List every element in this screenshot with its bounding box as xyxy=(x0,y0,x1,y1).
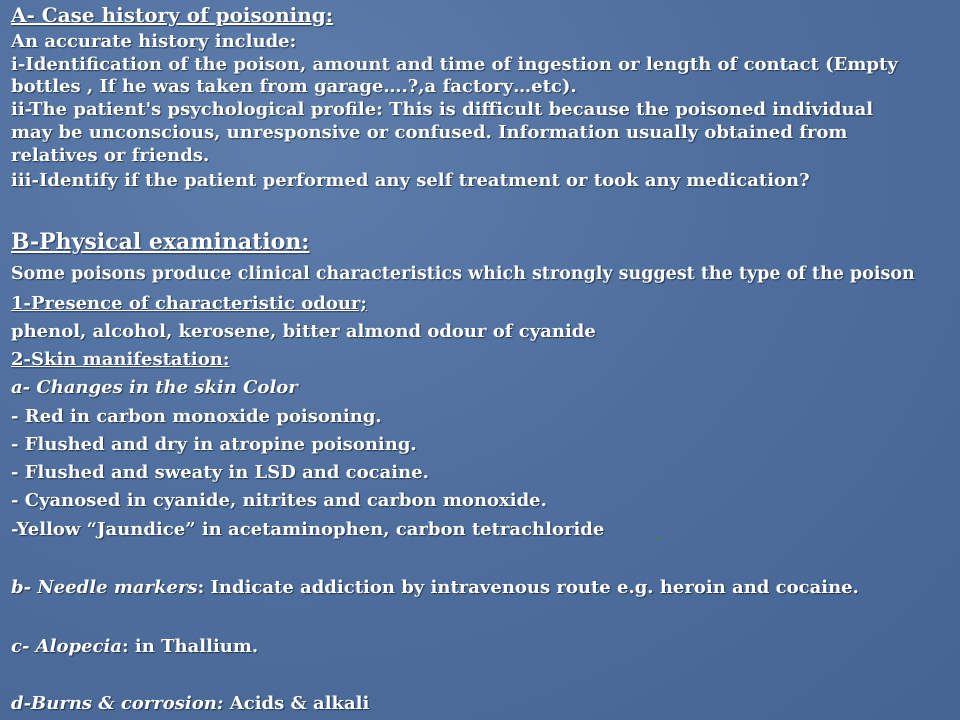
section-a-intro: An accurate history include: xyxy=(11,31,297,52)
alopecia-text: : in Thallium. xyxy=(122,636,259,657)
burns-text: Acids & alkali xyxy=(223,693,370,714)
trailing-mark: - xyxy=(655,531,660,545)
odour-list: phenol, alcohol, kerosene, bitter almond odour of cyanide xyxy=(11,321,596,342)
color-item-yellow: -Yellow “Jaundice” in acetaminophen, carbon tetrachloride xyxy=(11,519,605,540)
color-item-flushed-dry: - Flushed and dry in atropine poisoning. xyxy=(11,434,417,455)
odour-heading: 1-Presence of characteristic odour; xyxy=(11,293,368,314)
burns-term: d-Burns & corrosion: xyxy=(11,693,224,714)
needle-markers-term: b- Needle markers xyxy=(11,577,198,598)
needle-markers-line xyxy=(11,579,859,597)
alopecia-line xyxy=(11,638,258,656)
color-item-red: - Red in carbon monoxide poisoning. xyxy=(11,406,382,427)
item-ii-line3: relatives or friends. xyxy=(11,145,210,166)
section-b-intro: Some poisons produce clinical characteristics which strongly suggest the type of the poison xyxy=(11,264,915,284)
section-a-heading: A- Case history of poisoning: xyxy=(11,3,334,27)
item-iii: iii-Identify if the patient performed any self treatment or took any medication? xyxy=(11,170,810,191)
item-ii-line1: ii-The patient's psychological profile: This is difficult because the poisoned individual xyxy=(11,99,874,120)
color-item-cyanosed: - Cyanosed in cyanide, nitrites and carbon monoxide. xyxy=(11,490,547,511)
alopecia-term: c- Alopecia xyxy=(11,636,123,657)
section-b-heading: B-Physical examination: xyxy=(11,229,310,255)
item-ii-line2: may be unconscious, unresponsive or confused. Information usually obtained from xyxy=(11,122,848,143)
item-i-line2: bottles , If he was taken from garage….?,a factory…etc). xyxy=(11,76,577,97)
color-item-flushed-sweaty: - Flushed and sweaty in LSD and cocaine. xyxy=(11,462,429,483)
item-i-line1: i-Identification of the poison, amount and time of ingestion or length of contact (Empty xyxy=(11,54,898,75)
color-heading: a- Changes in the skin Color xyxy=(11,377,298,398)
needle-markers-text: : Indicate addiction by intravenous route e.g. heroin and cocaine. xyxy=(197,577,859,598)
skin-heading: 2-Skin manifestation: xyxy=(11,349,230,370)
burns-line xyxy=(11,695,369,713)
